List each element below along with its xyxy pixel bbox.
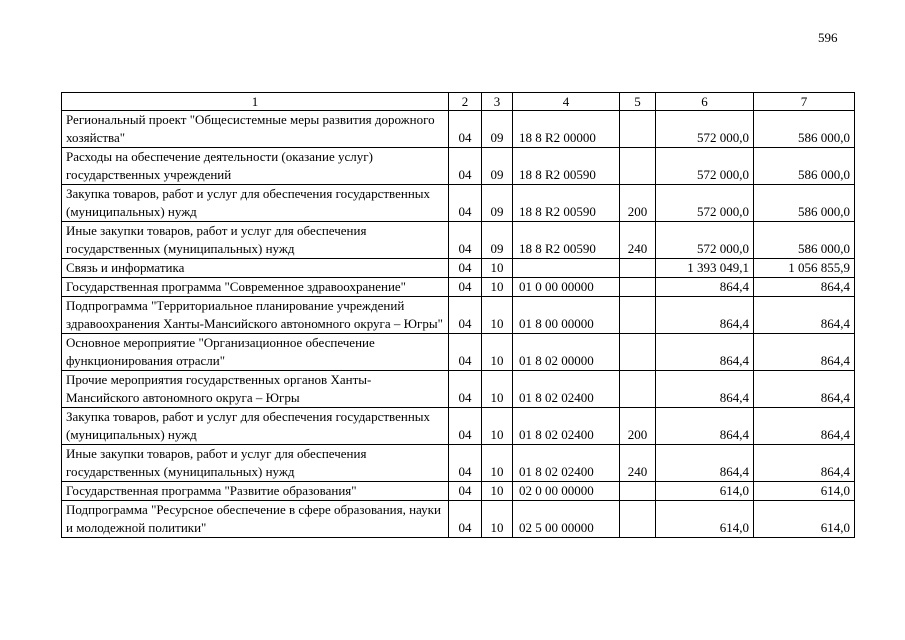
section-code-cell: 04: [449, 482, 482, 501]
expense-type-cell: [620, 148, 656, 185]
budget-table: [61, 92, 855, 538]
amount-year-1-cell: 1 393 049,1: [656, 259, 754, 278]
amount-year-1-cell: 864,4: [656, 408, 754, 445]
expense-type-cell: 240: [620, 445, 656, 482]
table-row: [62, 148, 855, 185]
row-name-cell: Закупка товаров, работ и услуг для обеспечения государственных (муниципальных) нужд: [62, 408, 449, 445]
section-code-cell: 04: [449, 278, 482, 297]
table-row: [62, 501, 855, 538]
table-row: [62, 482, 855, 501]
expense-type-cell: 200: [620, 185, 656, 222]
table-row: [62, 371, 855, 408]
target-code-cell: 01 8 02 02400: [513, 445, 620, 482]
target-code-cell: 01 8 00 00000: [513, 297, 620, 334]
amount-year-2-cell: 614,0: [754, 501, 855, 538]
table-row: [62, 185, 855, 222]
row-name-cell: Расходы на обеспечение деятельности (оказание услуг) государственных учреждений: [62, 148, 449, 185]
target-code-cell: 18 8 R2 00590: [513, 148, 620, 185]
table-row: [62, 408, 855, 445]
section-code-cell: 04: [449, 501, 482, 538]
subsection-code-cell: 09: [482, 148, 513, 185]
table-row: [62, 445, 855, 482]
header-col-4: 4: [513, 93, 620, 111]
subsection-code-cell: 09: [482, 111, 513, 148]
section-code-cell: 04: [449, 297, 482, 334]
section-code-cell: 04: [449, 259, 482, 278]
expense-type-cell: [620, 278, 656, 297]
expense-type-cell: [620, 297, 656, 334]
amount-year-2-cell: 864,4: [754, 297, 855, 334]
target-code-cell: 01 8 02 02400: [513, 408, 620, 445]
row-name-cell: Прочие мероприятия государственных органов Ханты-Мансийского автономного округа – Югры: [62, 371, 449, 408]
header-col-7: 7: [754, 93, 855, 111]
amount-year-2-cell: 864,4: [754, 408, 855, 445]
row-name-cell: Иные закупки товаров, работ и услуг для обеспечения государственных (муниципальных) нужд: [62, 445, 449, 482]
section-code-cell: 04: [449, 185, 482, 222]
target-code-cell: [513, 259, 620, 278]
subsection-code-cell: 09: [482, 222, 513, 259]
expense-type-cell: [620, 371, 656, 408]
header-col-6: 6: [656, 93, 754, 111]
subsection-code-cell: 10: [482, 445, 513, 482]
section-code-cell: 04: [449, 334, 482, 371]
expense-type-cell: [620, 111, 656, 148]
expense-type-cell: 240: [620, 222, 656, 259]
amount-year-1-cell: 614,0: [656, 501, 754, 538]
amount-year-1-cell: 864,4: [656, 445, 754, 482]
amount-year-2-cell: 864,4: [754, 278, 855, 297]
table-row: [62, 259, 855, 278]
row-name-cell: Государственная программа "Развитие образования": [62, 482, 449, 501]
amount-year-1-cell: 864,4: [656, 334, 754, 371]
row-name-cell: Подпрограмма "Территориальное планирование учреждений здравоохранения Ханты-Мансийского автономного округа – Югры": [62, 297, 449, 334]
table-row: [62, 334, 855, 371]
target-code-cell: 01 8 02 00000: [513, 334, 620, 371]
target-code-cell: 01 8 02 02400: [513, 371, 620, 408]
target-code-cell: 01 0 00 00000: [513, 278, 620, 297]
header-col-2: 2: [449, 93, 482, 111]
header-col-1: 1: [62, 93, 449, 111]
target-code-cell: 02 5 00 00000: [513, 501, 620, 538]
amount-year-1-cell: 864,4: [656, 278, 754, 297]
subsection-code-cell: 10: [482, 334, 513, 371]
amount-year-2-cell: 586 000,0: [754, 148, 855, 185]
section-code-cell: 04: [449, 408, 482, 445]
amount-year-2-cell: 586 000,0: [754, 111, 855, 148]
amount-year-2-cell: 864,4: [754, 371, 855, 408]
row-name-cell: Основное мероприятие "Организационное обеспечение функционирования отрасли": [62, 334, 449, 371]
row-name-cell: Закупка товаров, работ и услуг для обеспечения государственных (муниципальных) нужд: [62, 185, 449, 222]
subsection-code-cell: 10: [482, 259, 513, 278]
section-code-cell: 04: [449, 111, 482, 148]
header-row: [62, 93, 855, 111]
subsection-code-cell: 10: [482, 408, 513, 445]
target-code-cell: 18 8 R2 00000: [513, 111, 620, 148]
expense-type-cell: [620, 259, 656, 278]
row-name-cell: Подпрограмма "Ресурсное обеспечение в сфере образования, науки и молодежной политики": [62, 501, 449, 538]
expense-type-cell: [620, 482, 656, 501]
target-code-cell: 18 8 R2 00590: [513, 185, 620, 222]
subsection-code-cell: 10: [482, 501, 513, 538]
row-name-cell: Иные закупки товаров, работ и услуг для обеспечения государственных (муниципальных) нужд: [62, 222, 449, 259]
subsection-code-cell: 10: [482, 297, 513, 334]
row-name-cell: Связь и информатика: [62, 259, 449, 278]
expense-type-cell: 200: [620, 408, 656, 445]
amount-year-2-cell: 586 000,0: [754, 185, 855, 222]
subsection-code-cell: 10: [482, 278, 513, 297]
page-number: 596: [818, 30, 838, 45]
subsection-code-cell: 09: [482, 185, 513, 222]
amount-year-1-cell: 572 000,0: [656, 185, 754, 222]
table-row: [62, 297, 855, 334]
amount-year-1-cell: 614,0: [656, 482, 754, 501]
section-code-cell: 04: [449, 148, 482, 185]
amount-year-1-cell: 864,4: [656, 371, 754, 408]
amount-year-2-cell: 614,0: [754, 482, 855, 501]
amount-year-1-cell: 572 000,0: [656, 148, 754, 185]
amount-year-1-cell: 572 000,0: [656, 111, 754, 148]
table-row: [62, 278, 855, 297]
table-row: [62, 111, 855, 148]
table-row: [62, 222, 855, 259]
subsection-code-cell: 10: [482, 482, 513, 501]
row-name-cell: Региональный проект "Общесистемные меры развития дорожного хозяйства": [62, 111, 449, 148]
header-col-5: 5: [620, 93, 656, 111]
header-col-3: 3: [482, 93, 513, 111]
section-code-cell: 04: [449, 445, 482, 482]
amount-year-2-cell: 864,4: [754, 445, 855, 482]
target-code-cell: 18 8 R2 00590: [513, 222, 620, 259]
section-code-cell: 04: [449, 222, 482, 259]
amount-year-2-cell: 1 056 855,9: [754, 259, 855, 278]
amount-year-1-cell: 572 000,0: [656, 222, 754, 259]
row-name-cell: Государственная программа "Современное здравоохранение": [62, 278, 449, 297]
amount-year-2-cell: 864,4: [754, 334, 855, 371]
expense-type-cell: [620, 501, 656, 538]
section-code-cell: 04: [449, 371, 482, 408]
amount-year-1-cell: 864,4: [656, 297, 754, 334]
amount-year-2-cell: 586 000,0: [754, 222, 855, 259]
expense-type-cell: [620, 334, 656, 371]
subsection-code-cell: 10: [482, 371, 513, 408]
target-code-cell: 02 0 00 00000: [513, 482, 620, 501]
